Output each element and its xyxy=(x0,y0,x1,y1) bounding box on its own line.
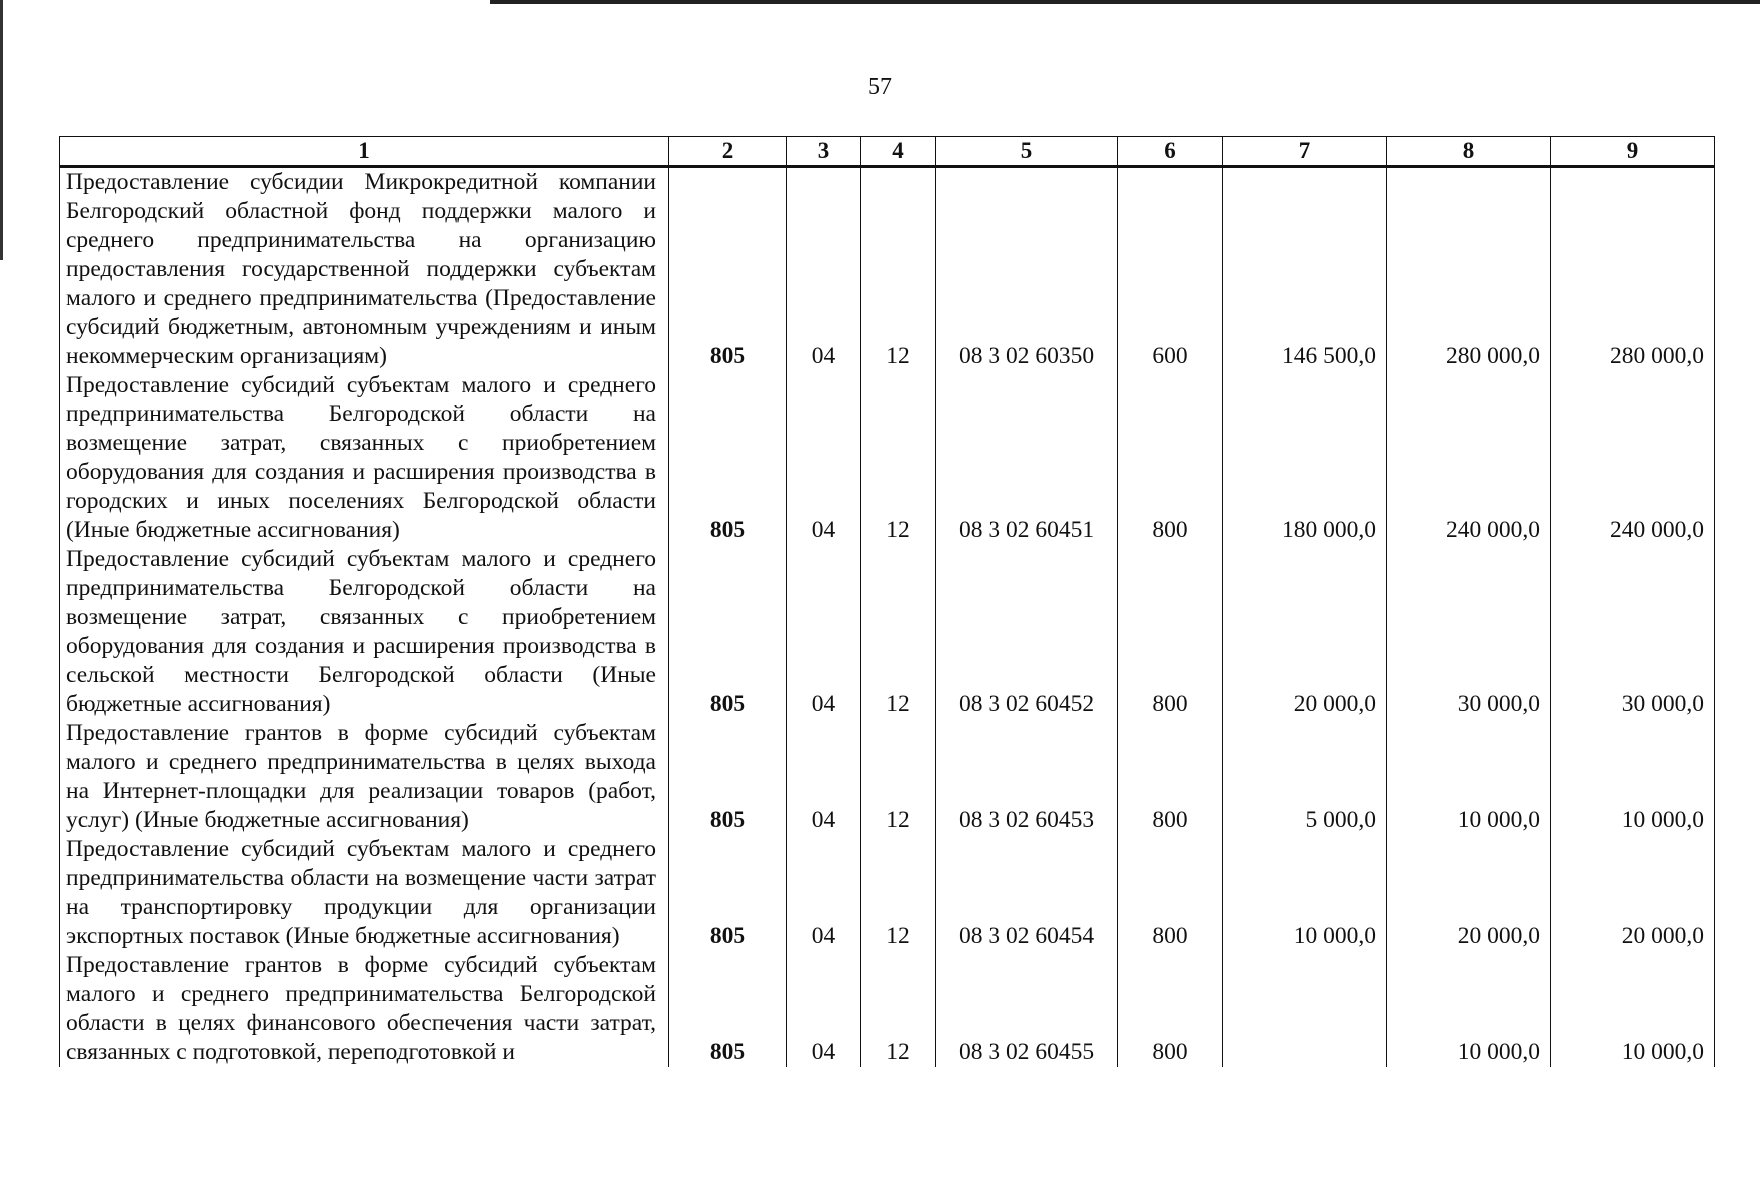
amount-col-8: 20 000,0 xyxy=(1387,835,1551,951)
amount-col-8: 10 000,0 xyxy=(1387,719,1551,835)
amount-col-9: 30 000,0 xyxy=(1551,545,1715,719)
amount-col-9: 20 000,0 xyxy=(1551,835,1715,951)
column-header: 9 xyxy=(1551,137,1715,167)
column-header: 4 xyxy=(861,137,936,167)
target-article-code: 08 3 02 60455 xyxy=(936,951,1118,1067)
expense-type-code: 600 xyxy=(1118,167,1223,372)
row-description: Предоставление субсидии Микрокредитной компании Белгородский областной фонд поддержки малого и среднего предпринимательства на организацию предоставления государственной поддержки субъектам малого и среднего предпринимательства (Предоставление субсидий бюджетным, автономным учреждениям и иным некоммерческим организациям) xyxy=(60,167,669,372)
amount-col-8: 240 000,0 xyxy=(1387,371,1551,545)
table-row xyxy=(60,951,1715,1067)
target-article-code: 08 3 02 60454 xyxy=(936,835,1118,951)
table-row xyxy=(60,835,1715,951)
subsection-code: 12 xyxy=(861,835,936,951)
section-code: 04 xyxy=(787,951,861,1067)
table-row xyxy=(60,371,1715,545)
target-article-code: 08 3 02 60451 xyxy=(936,371,1118,545)
amount-col-7: 180 000,0 xyxy=(1223,371,1387,545)
section-code: 04 xyxy=(787,719,861,835)
amount-col-8: 280 000,0 xyxy=(1387,167,1551,372)
amount-col-7: 146 500,0 xyxy=(1223,167,1387,372)
amount-col-7: 10 000,0 xyxy=(1223,835,1387,951)
expense-type-code: 800 xyxy=(1118,951,1223,1067)
expense-type-code: 800 xyxy=(1118,545,1223,719)
table-row xyxy=(60,545,1715,719)
target-article-code: 08 3 02 60452 xyxy=(936,545,1118,719)
row-description: Предоставление субсидий субъектам малого и среднего предпринимательства области на возмещение части затрат на транспортировку продукции для организации экспортных поставок (Иные бюджетные ассигнования) xyxy=(60,835,669,951)
column-header: 6 xyxy=(1118,137,1223,167)
amount-col-8: 30 000,0 xyxy=(1387,545,1551,719)
header-row xyxy=(60,137,1715,167)
admin-code: 805 xyxy=(669,719,787,835)
target-article-code: 08 3 02 60453 xyxy=(936,719,1118,835)
amount-col-9: 280 000,0 xyxy=(1551,167,1715,372)
section-code: 04 xyxy=(787,545,861,719)
row-description: Предоставление грантов в форме субсидий субъектам малого и среднего предпринимательства в целях выхода на Интернет-площадки для реализации товаров (работ, услуг) (Иные бюджетные ассигнования) xyxy=(60,719,669,835)
target-article-code: 08 3 02 60350 xyxy=(936,167,1118,372)
expense-type-code: 800 xyxy=(1118,835,1223,951)
scan-top-border xyxy=(490,0,1760,4)
budget-table xyxy=(59,136,1715,1067)
section-code: 04 xyxy=(787,835,861,951)
admin-code: 805 xyxy=(669,835,787,951)
expense-type-code: 800 xyxy=(1118,719,1223,835)
admin-code: 805 xyxy=(669,545,787,719)
subsection-code: 12 xyxy=(861,545,936,719)
column-header: 5 xyxy=(936,137,1118,167)
amount-col-9: 10 000,0 xyxy=(1551,719,1715,835)
row-description: Предоставление субсидий субъектам малого и среднего предпринимательства Белгородской области на возмещение затрат, связанных с приобретением оборудования для создания и расширения производства в сельской местности Белгородской области (Иные бюджетные ассигнования) xyxy=(60,545,669,719)
amount-col-7: 5 000,0 xyxy=(1223,719,1387,835)
subsection-code: 12 xyxy=(861,719,936,835)
admin-code: 805 xyxy=(669,371,787,545)
scan-left-border xyxy=(0,0,3,260)
amount-col-9: 240 000,0 xyxy=(1551,371,1715,545)
amount-col-7: 20 000,0 xyxy=(1223,545,1387,719)
admin-code: 805 xyxy=(669,951,787,1067)
table-row xyxy=(60,167,1715,372)
expense-type-code: 800 xyxy=(1118,371,1223,545)
amount-col-8: 10 000,0 xyxy=(1387,951,1551,1067)
subsection-code: 12 xyxy=(861,167,936,372)
table-row xyxy=(60,719,1715,835)
page-number: 57 xyxy=(868,74,892,100)
row-description: Предоставление субсидий субъектам малого и среднего предпринимательства Белгородской области на возмещение затрат, связанных с приобретением оборудования для создания и расширения производства в городских и иных поселениях Белгородской области (Иные бюджетные ассигнования) xyxy=(60,371,669,545)
column-header: 3 xyxy=(787,137,861,167)
column-header: 2 xyxy=(669,137,787,167)
section-code: 04 xyxy=(787,167,861,372)
section-code: 04 xyxy=(787,371,861,545)
row-description: Предоставление грантов в форме субсидий субъектам малого и среднего предпринимательства Белгородской области в целях финансового обеспечения части затрат, связанных с подготовкой, переподготовкой и xyxy=(60,951,669,1067)
admin-code: 805 xyxy=(669,167,787,372)
column-header: 8 xyxy=(1387,137,1551,167)
subsection-code: 12 xyxy=(861,951,936,1067)
amount-col-7 xyxy=(1223,951,1387,1067)
column-header: 1 xyxy=(60,137,669,167)
amount-col-9: 10 000,0 xyxy=(1551,951,1715,1067)
column-header: 7 xyxy=(1223,137,1387,167)
subsection-code: 12 xyxy=(861,371,936,545)
